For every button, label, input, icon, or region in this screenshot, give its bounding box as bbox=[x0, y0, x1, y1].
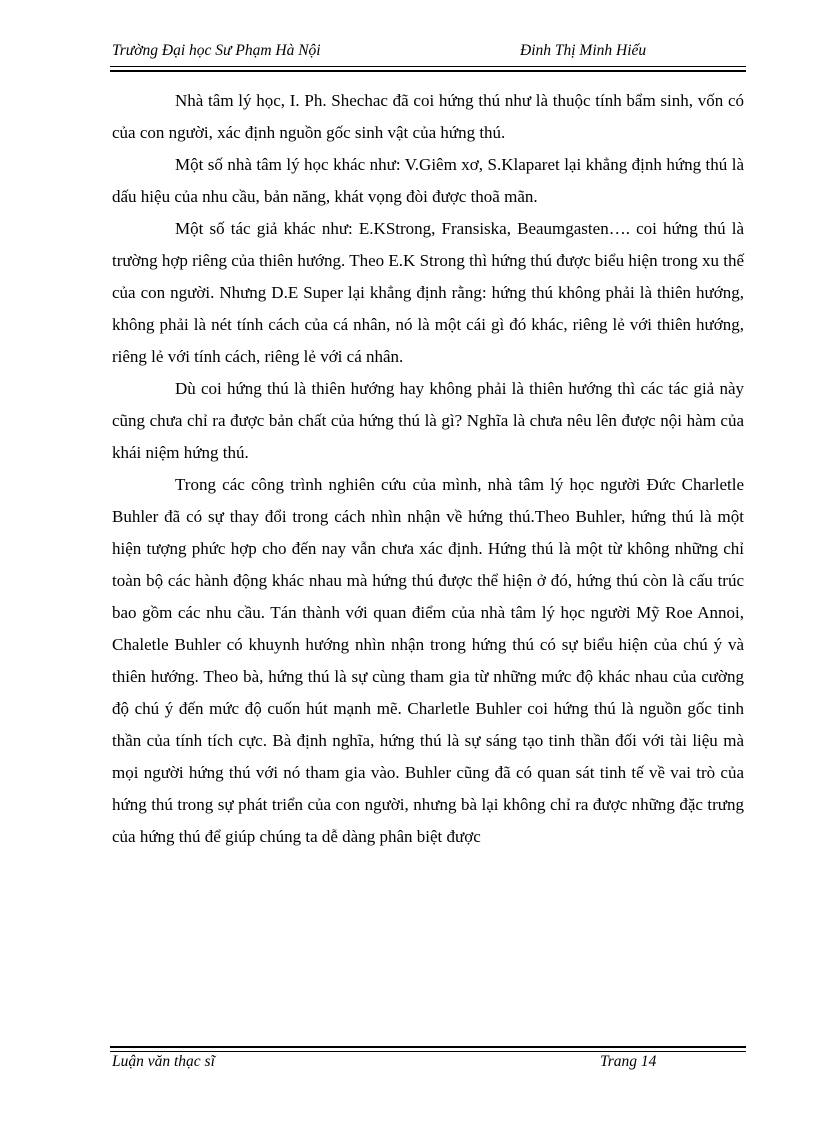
page-header bbox=[112, 42, 744, 64]
page-footer bbox=[112, 1053, 744, 1075]
paragraph-3: Một số tác giả khác như: E.KStrong, Fransiska, Beaumgasten…. coi hứng thú là trường hợp riêng của thiên hướng. Theo E.K Strong thì hứng thú được biểu hiện trong xu thế của con người. Nhưng D.E Super lại khẳng định rằng: hứng thú không phải là thiên hướng, không phải là nét tính cách của cá nhân, nó là một cái gì đó khác, riêng lẻ với thiên hướng, riêng lẻ với tính cách, riêng lẻ với cá nhân. bbox=[112, 219, 744, 366]
header-rule-thin bbox=[110, 66, 746, 67]
paragraph-5: Trong các công trình nghiên cứu của mình, nhà tâm lý học người Đức Charletle Buhler đã có sự thay đổi trong cách nhìn nhận về hứng thú.Theo Buhler, hứng thú là một hiện tượng phức hợp cho đến nay vẫn chưa xác định. Hứng thú là một từ không những chỉ toàn bộ các hành động khác nhau mà hứng thú được thể hiện ở đó, hứng thú còn là cấu trúc bao gồm các nhu cầu. Tán thành với quan điểm của nhà tâm lý học người Mỹ Roe Annoi, Chaletle Buhler có khuynh hướng nhìn nhận trong hứng thú có sự biểu hiện của chú ý và thiên hướng. Theo bà, hứng thú là sự cùng tham gia từ những mức độ khác nhau của cường độ chú ý đến mức độ cuốn hút mạnh mẽ. Charletle Buhler coi hứng thú là nguồn gốc tinh thần của tính tích cực. Bà định nghĩa, hứng thú là sự sáng tạo tinh thần đối với tài liệu mà mọi người hứng thú với nó tham gia vào. Buhler cũng đã có quan sát tinh tế về vai trò của hứng thú trong sự phát triển của con người, nhưng bà lại không chỉ ra được những đặc trưng của hứng thú để giúp chúng ta dễ dàng phân biệt được bbox=[112, 475, 744, 846]
footer-thesis-label: Luận văn thạc sĩ bbox=[112, 1053, 215, 1070]
paragraph-4: Dù coi hứng thú là thiên hướng hay không phải là thiên hướng thì các tác giả này cũng chưa chỉ ra được bản chất của hứng thú là gì? Nghĩa là chưa nêu lên được nội hàm của khái niệm hứng thú. bbox=[112, 379, 744, 462]
header-school: Trường Đại học Sư Phạm Hà Nội bbox=[112, 42, 321, 59]
footer-page-number: Trang 14 bbox=[600, 1053, 657, 1070]
paragraph-1: Nhà tâm lý học, I. Ph. Shechac đã coi hứng thú như là thuộc tính bẩm sinh, vốn có của con người, xác định nguồn gốc sinh vật của hứng thú. bbox=[112, 91, 744, 142]
page-body bbox=[112, 85, 744, 853]
header-rule-thick bbox=[110, 70, 746, 72]
paragraph-2: Một số nhà tâm lý học khác như: V.Giêm xơ, S.Klaparet lại khẳng định hứng thú là dấu hiệu của nhu cầu, bản năng, khát vọng đòi được thoã mãn. bbox=[112, 155, 744, 206]
footer-rule-thin bbox=[110, 1051, 746, 1052]
header-author: Đinh Thị Minh Hiếu bbox=[520, 42, 647, 59]
footer-rule-thick bbox=[110, 1046, 746, 1048]
